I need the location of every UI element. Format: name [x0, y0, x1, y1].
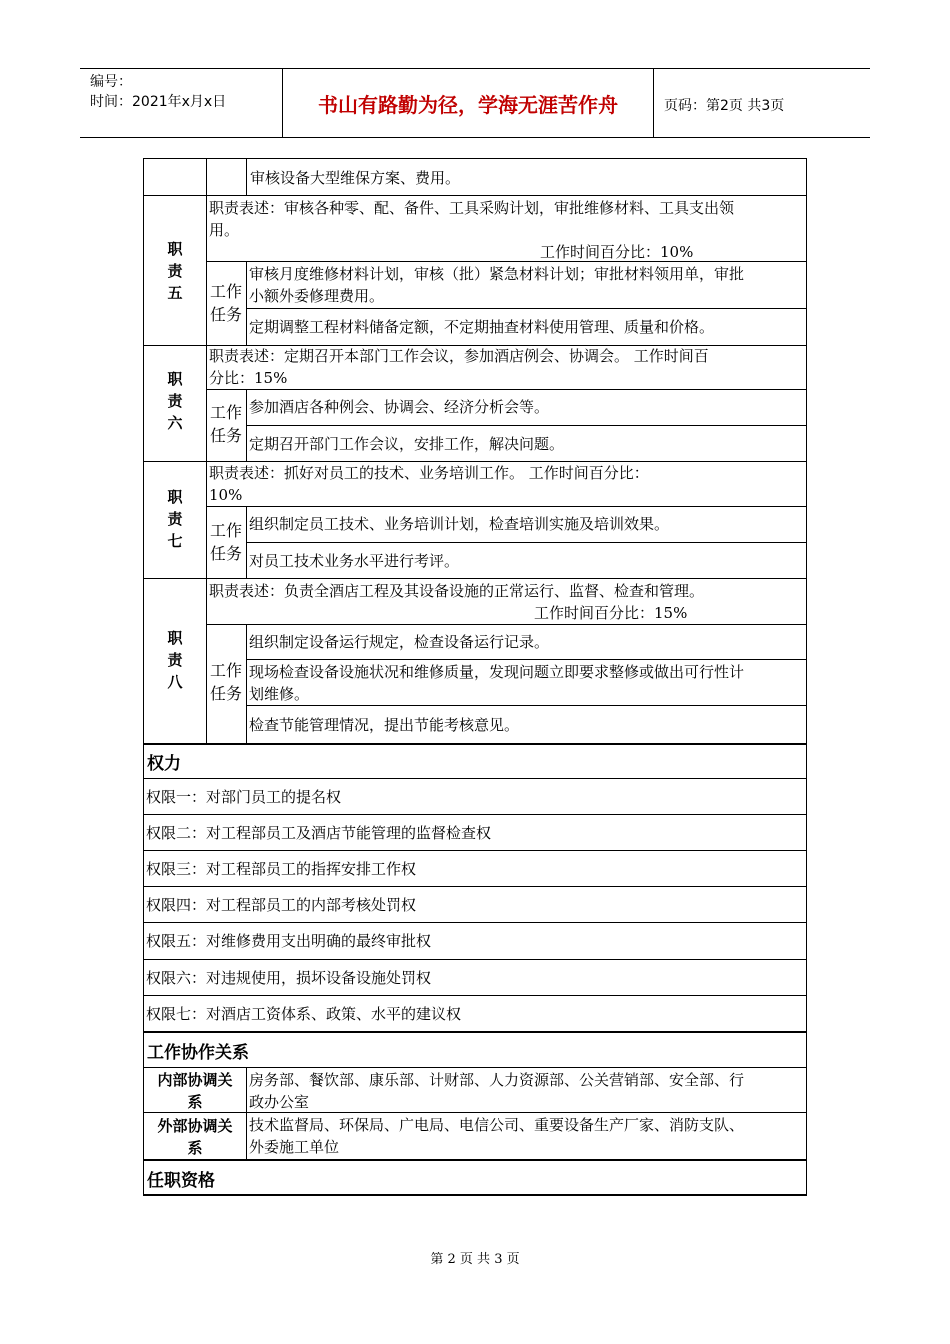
- duty5-desc-line1: 职责表述：审核各种零、配、备件、工具采购计划，审批维修材料、工具支出领: [209, 199, 735, 217]
- duty7-label: 职 责 七: [167, 488, 183, 550]
- duty5-label: 职 责 五: [167, 240, 183, 302]
- qualification-title: 任职资格: [147, 1171, 215, 1191]
- external-line2: 外委施工单位: [249, 1138, 340, 1156]
- authority-item: 权限三：对工程部员工的指挥安排工作权: [146, 860, 417, 878]
- duty5-desc-line2: 用。: [209, 221, 240, 239]
- authority-title: 权力: [147, 754, 181, 774]
- duty5-percent: 工作时间百分比：10%: [540, 243, 694, 261]
- duty8-percent: 工作时间百分比：15%: [534, 604, 688, 622]
- duty6-task1: 参加酒店各种例会、协调会、经济分析会等。: [249, 398, 550, 416]
- duty8-task-label: 工作 任务: [209, 661, 242, 703]
- time-label: 时间：2021年x月x日: [90, 94, 227, 110]
- external-label: 外部协调关 系: [157, 1117, 233, 1157]
- internal-line1: 房务部、餐饮部、康乐部、计财部、人力资源部、公关营销部、安全部、行: [249, 1071, 745, 1089]
- duty7-task1: 组织制定员工技术、业务培训计划，检查培训实施及培训效果。: [249, 515, 670, 533]
- page-header: [80, 68, 870, 138]
- duty8-task2-line1: 现场检查设备设施状况和维修质量，发现问题立即要求整修或做出可行性计: [249, 663, 745, 681]
- duty6-task2: 定期召开部门工作会议，安排工作，解决问题。: [249, 435, 565, 453]
- duty8-task3: 检查节能管理情况，提出节能考核意见。: [249, 716, 520, 734]
- authority-item: 权限五：对维修费用支出明确的最终审批权: [146, 932, 432, 950]
- duty7-desc-line1: 职责表述：抓好对员工的技术、业务培训工作。 工作时间百分比：: [209, 464, 649, 482]
- authority-item: 权限七：对酒店工资体系、政策、水平的建议权: [146, 1005, 462, 1023]
- duty8-label: 职 责 八: [167, 629, 183, 691]
- duty6-desc-line2: 分比：15%: [209, 369, 288, 387]
- authority-item: 权限六：对违规使用，损坏设备设施处罚权: [146, 969, 432, 987]
- internal-label: 内部协调关 系: [157, 1071, 233, 1111]
- header-meta: [80, 69, 283, 137]
- duty7-task-label: 工作 任务: [209, 521, 242, 563]
- duty-task: 审核设备大型维保方案、费用。: [250, 169, 461, 187]
- duty8-task1: 组织制定设备运行规定，检查设备运行记录。: [249, 633, 550, 651]
- duty5-task2: 定期调整工程材料储备定额，不定期抽查材料使用管理、质量和价格。: [249, 318, 715, 336]
- number-label: 编号：: [90, 74, 132, 90]
- duty6-label: 职 责 六: [167, 370, 183, 432]
- authority-item: 权限二：对工程部员工及酒店节能管理的监督检查权: [146, 824, 492, 842]
- page-info: 页码：第2页 共3页: [664, 98, 785, 114]
- authority-item: 权限一：对部门员工的提名权: [146, 788, 342, 806]
- header-motto: 书山有路勤为径，学海无涯苦作舟: [283, 69, 654, 137]
- duty6-task-label: 工作 任务: [209, 403, 242, 445]
- duty5-task1-line1: 审核月度维修材料计划，审核（批）紧急材料计划；审批材料领用单，审批: [249, 265, 745, 283]
- external-line1: 技术监督局、环保局、广电局、电信公司、重要设备生产厂家、消防支队、: [249, 1116, 745, 1134]
- duty5-task-label: 工作 任务: [209, 282, 242, 324]
- duty7-task2: 对员工技术业务水平进行考评。: [249, 552, 460, 570]
- duty8-desc-line1: 职责表述：负责全酒店工程及其设备设施的正常运行、监督、检查和管理。: [209, 582, 705, 600]
- cooperation-title: 工作协作关系: [147, 1043, 249, 1063]
- authority-item: 权限四：对工程部员工的内部考核处罚权: [146, 896, 417, 914]
- duty8-task2-line2: 划维修。: [249, 685, 310, 703]
- job-description-table: [143, 158, 807, 1196]
- duty7-desc-line2: 10%: [209, 486, 243, 504]
- duty6-desc-line1: 职责表述：定期召开本部门工作会议，参加酒店例会、协调会。 工作时间百: [209, 347, 709, 365]
- internal-line2: 政办公室: [249, 1093, 310, 1111]
- page-footer: 第 2 页 共 3 页: [430, 1252, 520, 1267]
- duty5-task1-line2: 小额外委修理费用。: [249, 287, 385, 305]
